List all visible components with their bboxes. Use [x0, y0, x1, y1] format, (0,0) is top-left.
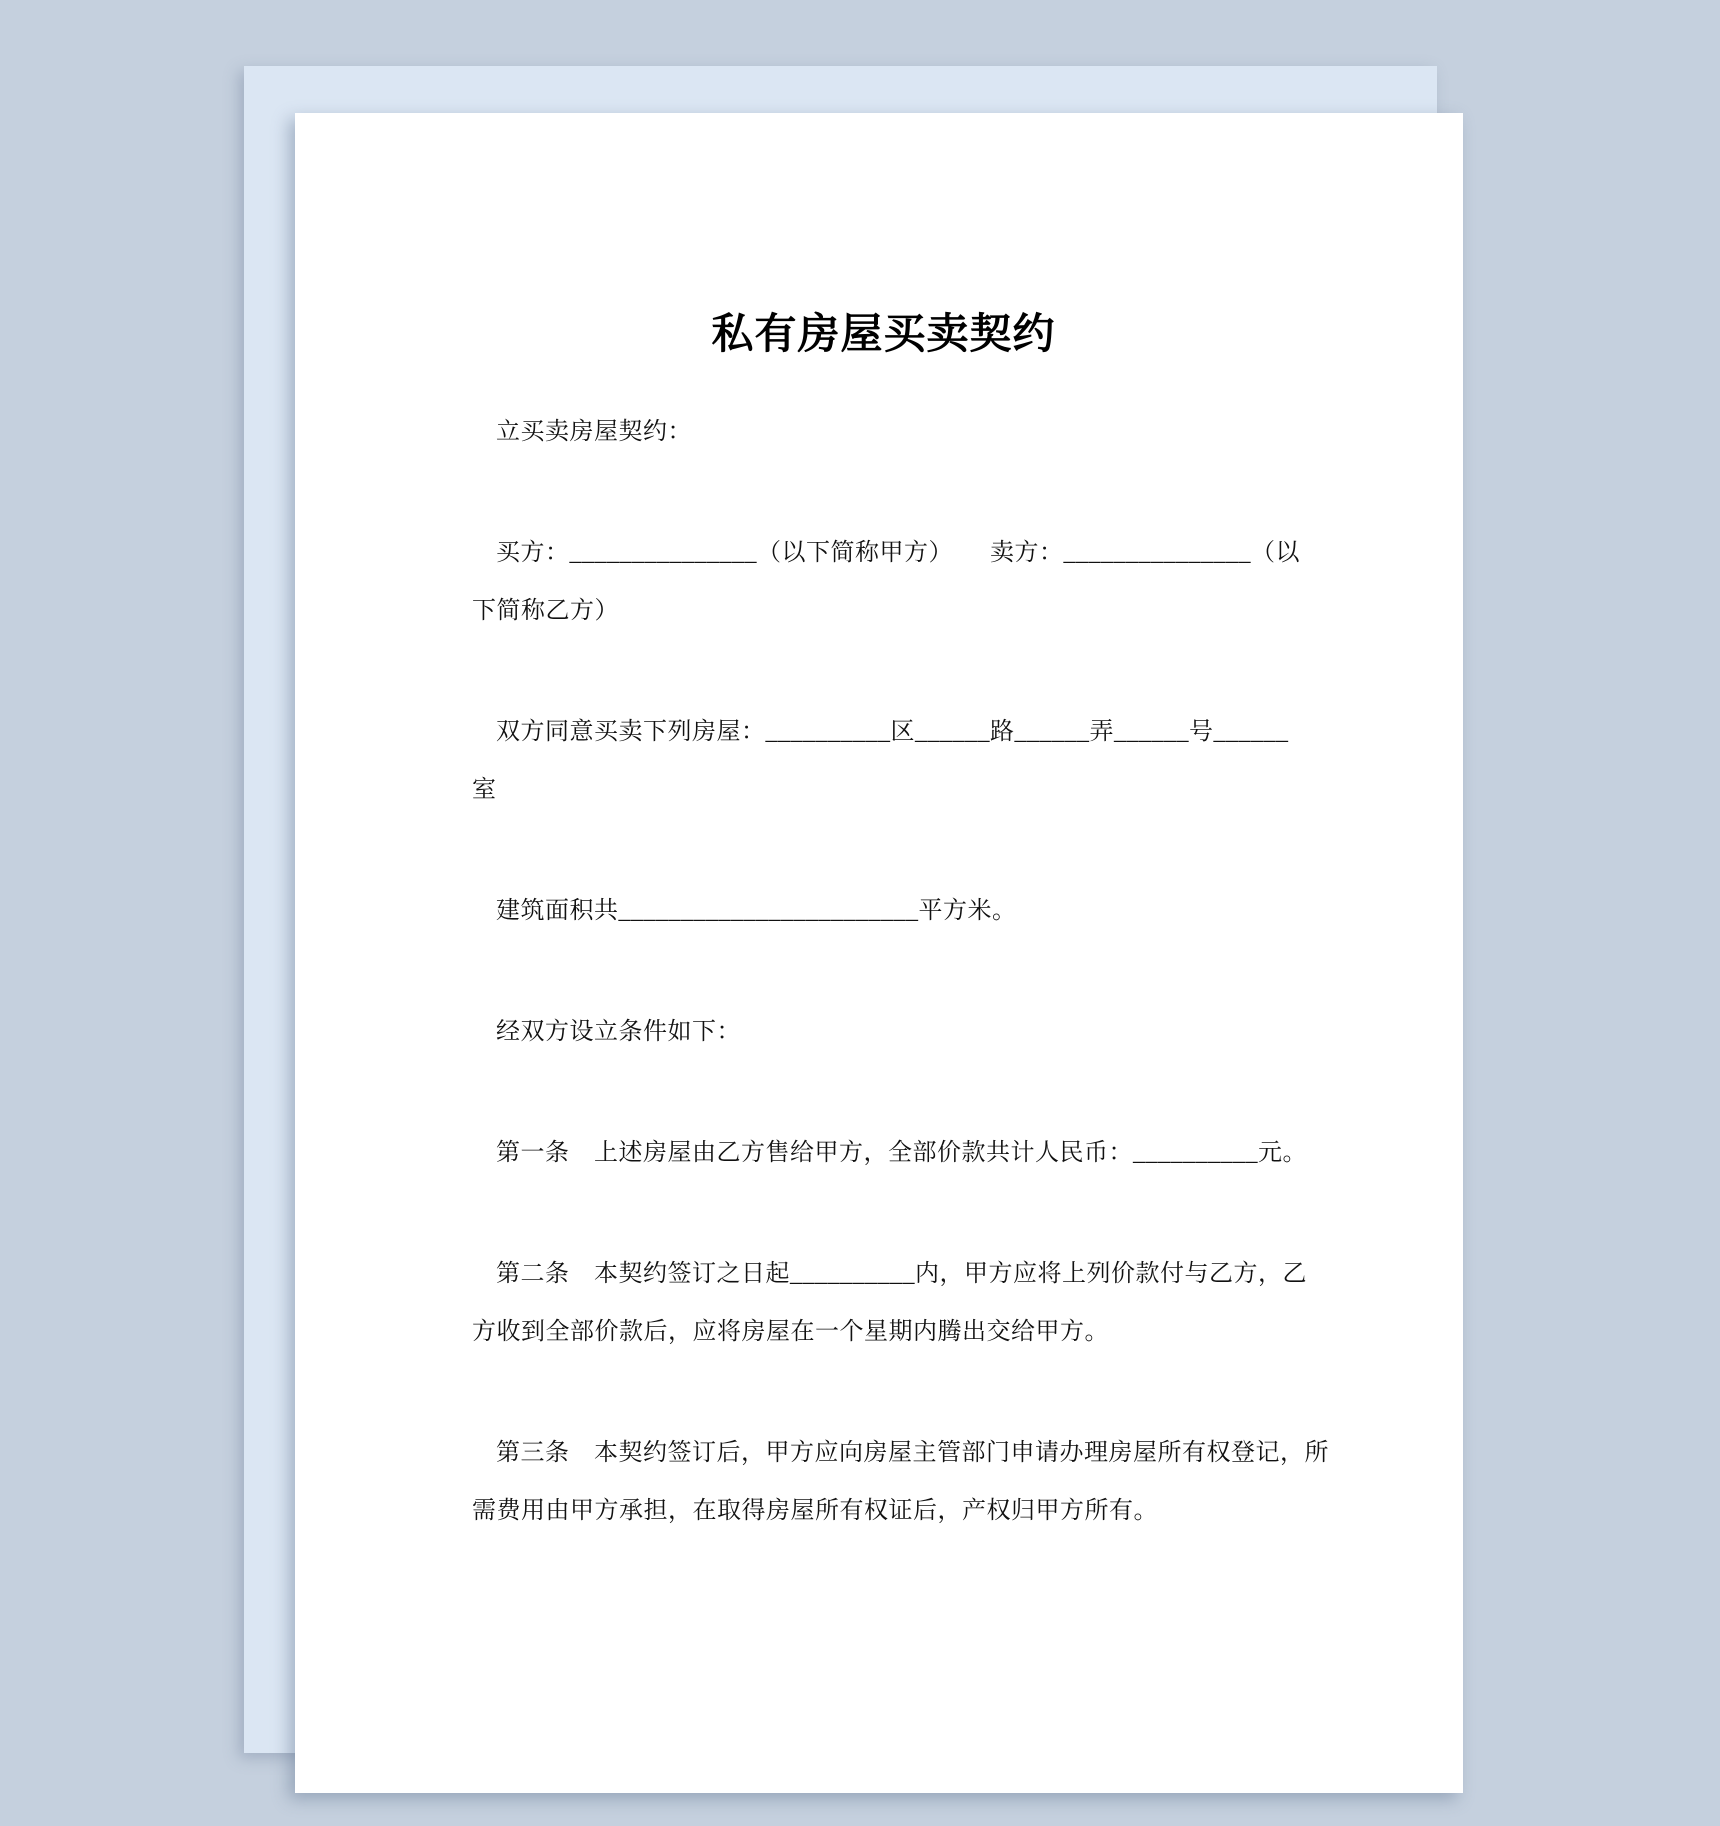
- paragraph-line: 室: [472, 777, 497, 803]
- clause-2: [472, 1245, 1307, 1361]
- opening-line: [472, 403, 1295, 461]
- clause-3: [472, 1424, 1329, 1540]
- paragraph-line: 经双方设立条件如下：: [496, 1019, 741, 1045]
- paragraph-line: 需费用由甲方承担，在取得房屋所有权证后，产权归甲方所有。: [472, 1498, 1158, 1524]
- paragraph-line: 建筑面积共________________________平方米。: [496, 898, 1017, 924]
- paragraph-line: 下简称乙方）: [472, 598, 619, 624]
- document-content: [295, 113, 1463, 1540]
- paragraph-line: 双方同意买卖下列房屋：__________区______路______弄______号______: [496, 719, 1289, 745]
- parties-paragraph: [472, 524, 1300, 640]
- paragraph-line: 第二条 本契约签订之日起__________内，甲方应将上列价款付与乙方，乙: [496, 1261, 1307, 1287]
- paragraph-line: 第一条 上述房屋由乙方售给甲方，全部价款共计人民币：__________元。: [496, 1140, 1307, 1166]
- document-title: 私有房屋买卖契约: [711, 310, 1056, 357]
- conditions-intro: [472, 1003, 1295, 1061]
- floor-area-paragraph: [472, 882, 1295, 940]
- paragraph-line: 第三条 本契约签订后，甲方应向房屋主管部门申请办理房屋所有权登记，所: [496, 1440, 1329, 1466]
- paragraph-line: 立买卖房屋契约：: [496, 419, 692, 445]
- clause-1: [472, 1124, 1307, 1182]
- paragraph-line: 买方：_______________（以下简称甲方） 卖方：_______________（以: [496, 540, 1300, 566]
- paragraph-line: 方收到全部价款后，应将房屋在一个星期内腾出交给甲方。: [472, 1319, 1109, 1345]
- document-page: [295, 113, 1463, 1793]
- property-address-paragraph: [472, 703, 1295, 819]
